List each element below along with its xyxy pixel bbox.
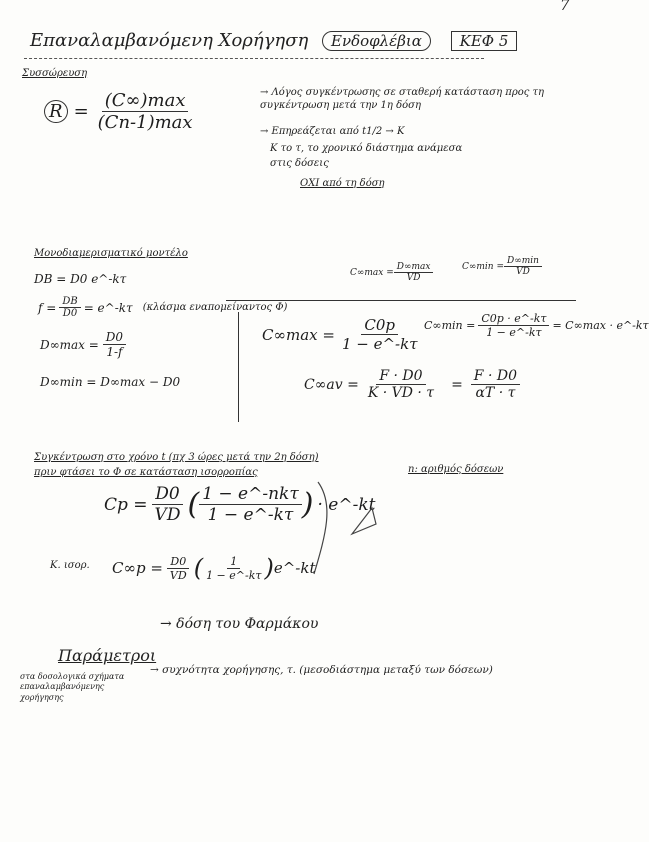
route-badge: Ενδοφλέβια <box>322 31 431 51</box>
eq-db: DB = D0 e^-kτ <box>34 272 127 286</box>
eq2-note: (κλάσμα εναπομείναντος Φ) <box>142 302 288 313</box>
cav-num-1: F · D0 <box>376 368 425 385</box>
eq-cp-nth-dose: Cp = $\frac{D0}{VD}$ ( $\frac{\text{1 − e\textasciicircum{}-nkτ}}{1 - e\^{}-k\tau}$ ) · e^-kt <box>104 484 376 525</box>
eq-cp-steady-state: C∞p = $\frac{D0}{VD}$ ( $\frac{1}{1 - e\^{}-k\tau}$ ) e^-kt <box>112 554 316 582</box>
eq-cmax <box>262 316 421 353</box>
cav-den-2: αT · τ <box>475 385 516 401</box>
ratio-symbol: R <box>44 100 68 123</box>
cav-den-1: K · VD · τ <box>367 385 435 401</box>
eq2-fraction <box>59 296 80 319</box>
ratio-note-2: → Επηρεάζεται από t1/2 → K <box>260 126 405 137</box>
eq2-num: DB <box>59 296 80 308</box>
header-divider <box>24 58 484 59</box>
cpss-den: VD <box>169 568 187 582</box>
cp-fraction <box>152 484 184 525</box>
cmin-lhs: C∞min = <box>424 319 476 332</box>
cpss-paren-num: 1 <box>227 555 240 569</box>
steady-state-label: Κ. ισορ. <box>50 560 90 571</box>
dose-count-note: n: αριθμός δόσεων <box>408 464 504 475</box>
accumulation-label: Συσσώρευση <box>22 68 88 79</box>
cp-tail: · e^-kt <box>317 494 376 515</box>
parameter-dose: → δόση του Φαρμάκου <box>160 616 319 632</box>
cmax-def-lhs: C∞max = <box>350 267 394 278</box>
cav-num-2: F · D0 <box>471 368 520 385</box>
cp-paren-num: 1 − e^-nkτ <box>199 484 302 505</box>
eq3-den: 1-f <box>106 345 123 359</box>
eq-dmin: D∞min = D∞max − D0 <box>40 375 181 389</box>
cp-lhs: Cp = <box>104 494 148 515</box>
cmin-definition <box>462 256 542 277</box>
cmax-def-num: D∞max <box>394 262 434 273</box>
timepoint-heading-2: πριν φτάσει το Φ σε κατάσταση ισορροπίας <box>34 467 258 478</box>
ratio-note-4: στις δόσεις <box>270 158 329 169</box>
cmin-den: 1 − e^-kτ <box>486 326 542 339</box>
parameters-subtitle: στα δοσολογικά σχήματα επαναλαμβανόμενης χορήγησης <box>20 672 125 702</box>
model-divider <box>226 300 576 301</box>
cpss-fraction <box>167 555 190 582</box>
page-title <box>30 30 517 51</box>
page-number: 7 <box>560 0 570 14</box>
brace-arrow-sketch <box>312 474 422 584</box>
cmin-def-den: VD <box>516 267 530 277</box>
ratio-note-3: K το τ, το χρονικό διάστημα ανάμεσα <box>270 143 463 154</box>
cmin-def-lhs: C∞min = <box>462 261 504 272</box>
accumulation-ratio-formula: R = $\frac{(C\infty)\max}{(Cn-1)\max}$ <box>44 90 196 133</box>
timepoint-heading: Συγκέντρωση στο χρόνο t (πχ 3 ώρες μετά την 2η δόση) <box>34 452 319 463</box>
model-heading: Μονοδιαμερισματικό μοντέλο <box>34 248 188 259</box>
cpss-paren-fraction <box>203 555 264 582</box>
ratio-note-5: ΟΧΙ από τη δόση <box>300 178 385 189</box>
cmax-def-fraction <box>394 262 434 283</box>
cmin-num: C0p · e^-kτ <box>478 312 549 326</box>
cmax-num: C0p <box>361 316 398 335</box>
parameter-frequency: → συχνότητα χορήγησης, τ. (μεσοδιάστημα μεταξύ των δόσεων) <box>150 664 493 676</box>
ratio-numerator: (C∞)max <box>102 90 189 112</box>
eq2-lhs: f = <box>38 300 57 315</box>
eq-cav <box>304 368 520 401</box>
cmin-def-num: D∞min <box>504 256 542 267</box>
title-text: Επαναλαμβανόμενη Χορήγηση <box>30 30 309 51</box>
eq-cmin <box>424 312 649 339</box>
cmax-def-den: VD <box>406 273 421 283</box>
cpss-paren-den: 1 − e^-kτ <box>206 568 262 582</box>
cpss-num: D0 <box>167 555 189 569</box>
cmin-fraction <box>478 312 549 339</box>
eq2-den: D0 <box>62 308 78 319</box>
cp-num: D0 <box>152 484 182 505</box>
cav-equals: = <box>451 376 463 393</box>
eq3-num: D0 <box>103 330 126 345</box>
ratio-note-1: → Λόγος συγκέντρωσης σε σταθερή κατάσταση προς τη συγκέντρωση μετά την 1η δόση <box>260 87 545 111</box>
model-vertical-rule <box>238 312 239 422</box>
cp-paren-fraction <box>199 484 302 525</box>
parameters-title: Παράμετροι <box>58 646 157 665</box>
ratio-denominator: (Cn-1)max <box>97 112 193 133</box>
cmax-den: 1 − e^-kτ <box>341 335 418 353</box>
cpss-lhs: C∞p = <box>112 559 163 577</box>
cav-lhs: C∞av = <box>304 376 359 393</box>
cmax-definition <box>350 262 433 283</box>
cmin-rhs: = C∞max · e^-kτ <box>552 319 649 332</box>
eq3-lhs: D∞max = <box>40 337 99 352</box>
cp-den: VD <box>154 505 181 525</box>
eq-dmax <box>40 330 126 359</box>
cav-fraction-1 <box>365 368 437 401</box>
chapter-tag: ΚΕΦ 5 <box>451 31 518 51</box>
eq3-fraction <box>103 330 126 359</box>
ratio-fraction <box>95 90 196 133</box>
cmax-fraction <box>339 316 421 353</box>
eq2-rhs: = e^-kτ <box>83 300 133 315</box>
cmax-lhs: C∞max = <box>262 325 335 344</box>
cav-fraction-2 <box>471 368 520 401</box>
cmin-def-fraction <box>504 256 542 277</box>
cpss-tail: e^-kt <box>273 559 316 577</box>
cp-paren-den: 1 − e^-kτ <box>207 505 294 525</box>
